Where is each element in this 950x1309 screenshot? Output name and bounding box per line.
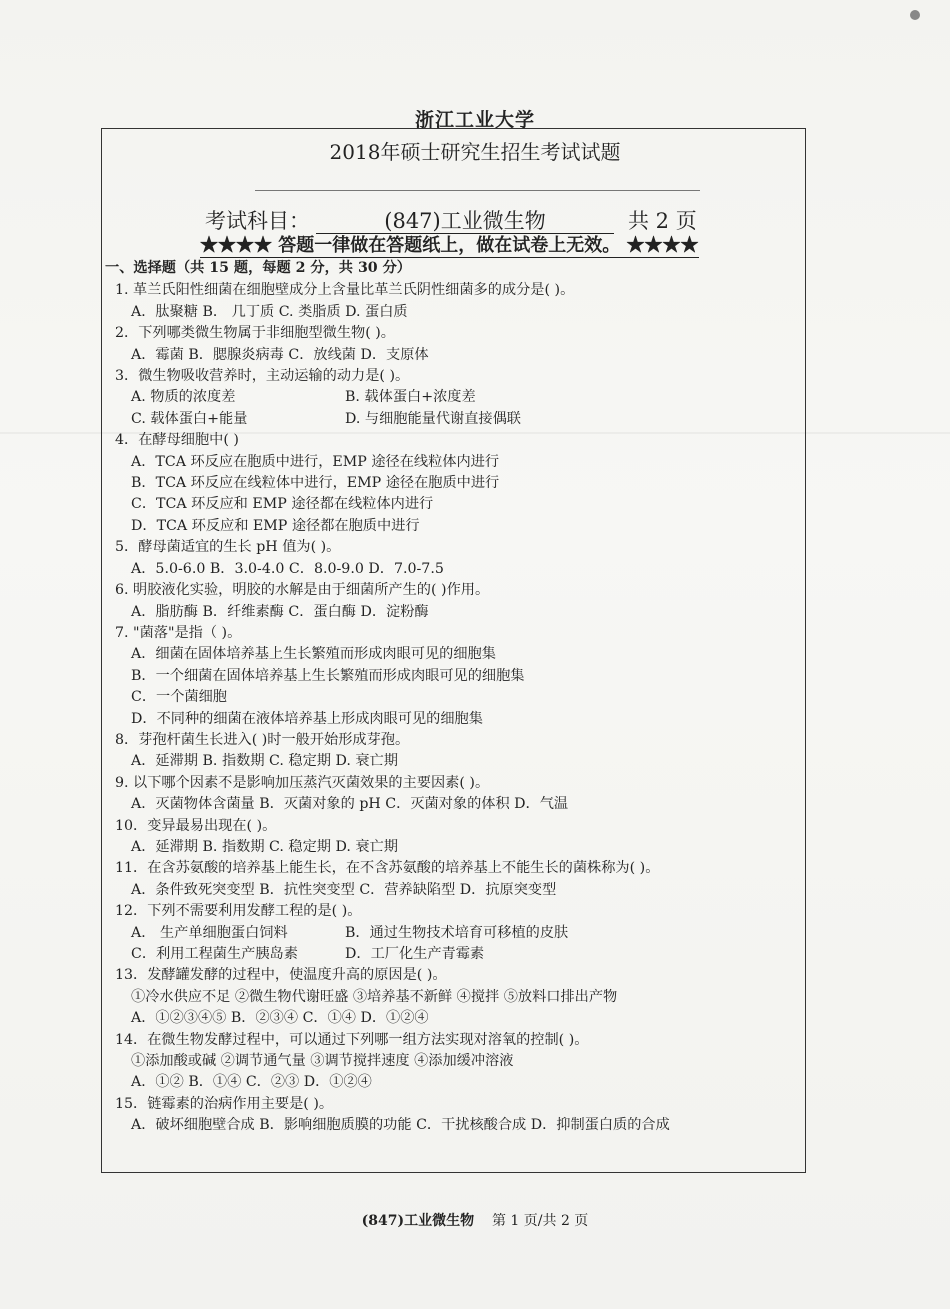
question-options: C．一个菌细胞 (131, 689, 227, 706)
subject-value: (847)工业微生物 (316, 209, 614, 234)
question-options: A．破坏细胞壁合成 B．影响细胞质膜的功能 C．干扰核酸合成 D．抑制蛋白质的合成 (131, 1117, 670, 1134)
question-stem: 2．下列哪类微生物属于非细胞型微生物( )。 (115, 325, 395, 342)
footer-page-info: 第 1 页/共 2 页 (491, 1213, 589, 1229)
question-stem: 11．在含苏氨酸的培养基上能生长，在不含苏氨酸的培养基上不能生长的菌株称为( )。 (115, 860, 660, 877)
question-options: A．肽聚糖 B． 几丁质 C. 类脂质 D. 蛋白质 (131, 303, 408, 320)
question-options: C．TCA 环反应和 EMP 途径都在线粒体内进行 (131, 496, 434, 513)
question-options: B．一个细菌在固体培养基上生长繁殖而形成肉眼可见的细胞集 (131, 667, 525, 684)
question-option: C. 载体蛋白+能量 (131, 410, 248, 427)
question-options-grid (105, 387, 795, 430)
question-stem: 4．在酵母细胞中( ) (115, 432, 239, 449)
question-options: A．TCA 环反应在胞质中进行，EMP 途径在线粒体内进行 (131, 453, 500, 470)
question-options: A．脂肪酶 B．纤维素酶 C．蛋白酶 D．淀粉酶 (131, 603, 429, 620)
question-stem: 12．下列不需要利用发酵工程的是( )。 (115, 903, 362, 920)
answer-notice: ★★★★ 答题一律做在答题纸上，做在试卷上无效。 ★★★★ (200, 235, 699, 256)
page-footer (0, 1210, 950, 1230)
page-total: 共 2 页 (628, 209, 697, 233)
question-options: A．①②③④⑤ B．②③④ C．①④ D．①②④ (131, 1010, 429, 1027)
question-option: A. 物质的浓度差 (131, 389, 236, 406)
footer-subject: (847)工业微生物 (361, 1213, 475, 1229)
question-option: B．通过生物技术培育可移植的皮肤 (345, 924, 569, 941)
question-options: A．灭菌物体含菌量 B．灭菌对象的 pH C．灭菌对象的体积 D．气温 (131, 796, 569, 813)
question-stem: 3．微生物吸收营养时，主动运输的动力是( )。 (115, 368, 410, 385)
question-options: ①冷水供应不足 ②微生物代谢旺盛 ③培养基不新鲜 ④搅拌 ⑤放料口排出产物 (131, 988, 618, 1005)
question-options: ①添加酸或碱 ②调节通气量 ③调节搅拌速度 ④添加缓冲溶液 (131, 1053, 514, 1070)
question-option: D．工厂化生产青霉素 (345, 946, 485, 962)
question-stem: 14．在微生物发酵过程中，可以通过下列哪一组方法实现对溶氧的控制( )。 (115, 1031, 589, 1048)
question-options: A．条件致死突变型 B．抗性突变型 C．营养缺陷型 D．抗原突变型 (131, 881, 557, 898)
question-options: A．延滞期 B. 指数期 C. 稳定期 D. 衰亡期 (131, 753, 398, 770)
question-options: A．①② B．①④ C．②③ D．①②④ (131, 1074, 372, 1091)
question-stem: 6. 明胶液化实验，明胶的水解是由于细菌所产生的( )作用。 (115, 582, 490, 599)
question-options: D．不同种的细菌在液体培养基上形成肉眼可见的细胞集 (131, 710, 483, 727)
question-stem: 15．链霉素的治病作用主要是( )。 (115, 1095, 334, 1112)
question-options: A．延滞期 B. 指数期 C. 稳定期 D. 衰亡期 (131, 838, 398, 855)
university-name: 浙江工业大学 (414, 109, 535, 131)
question-options: A．细菌在固体培养基上生长繁殖而形成肉眼可见的细胞集 (131, 646, 496, 663)
header-divider (255, 190, 700, 191)
question-stem: 7. "菌落"是指（ )。 (115, 624, 242, 641)
question-stem: 9. 以下哪个因素不是影响加压蒸汽灭菌效果的主要因素( )。 (115, 774, 490, 791)
question-option: B. 载体蛋白+浓度差 (345, 389, 476, 406)
section-title: 一、选择题（共 15 题，每题 2 分，共 30 分） (105, 260, 411, 276)
exam-title: 2018年硕士研究生招生考试试题 (329, 140, 621, 164)
question-option: A． 生产单细胞蛋白饲料 (131, 924, 288, 941)
question-stem: 5．酵母菌适宜的生长 pH 值为( )。 (115, 539, 341, 556)
question-option: D. 与细胞能量代谢直接偶联 (345, 410, 521, 427)
question-list (105, 258, 795, 1137)
question-stem: 10．变异最易出现在( )。 (115, 817, 277, 834)
question-option: C．利用工程菌生产胰岛素 (131, 946, 298, 962)
question-options: D．TCA 环反应和 EMP 途径都在胞质中进行 (131, 517, 420, 534)
question-options: B．TCA 环反应在线粒体中进行，EMP 途径在胞质中进行 (131, 475, 500, 492)
question-options: A．霉菌 B．腮腺炎病毒 C．放线菌 D．支原体 (131, 346, 429, 363)
question-options: A．5.0-6.0 B．3.0-4.0 C．8.0-9.0 D．7.0-7.5 (131, 560, 444, 577)
subject-label: 考试科目： (205, 209, 310, 233)
scan-speck (910, 10, 920, 20)
question-stem: 8．芽孢杆菌生长进入( )时一般开始形成芽孢。 (115, 731, 410, 748)
question-options-grid (105, 923, 795, 966)
question-stem: 1. 革兰氏阳性细菌在细胞壁成分上含量比革兰氏阴性细菌多的成分是( )。 (115, 282, 575, 299)
subject-row (205, 205, 697, 235)
question-stem: 13．发酵罐发酵的过程中，使温度升高的原因是( )。 (115, 967, 447, 984)
